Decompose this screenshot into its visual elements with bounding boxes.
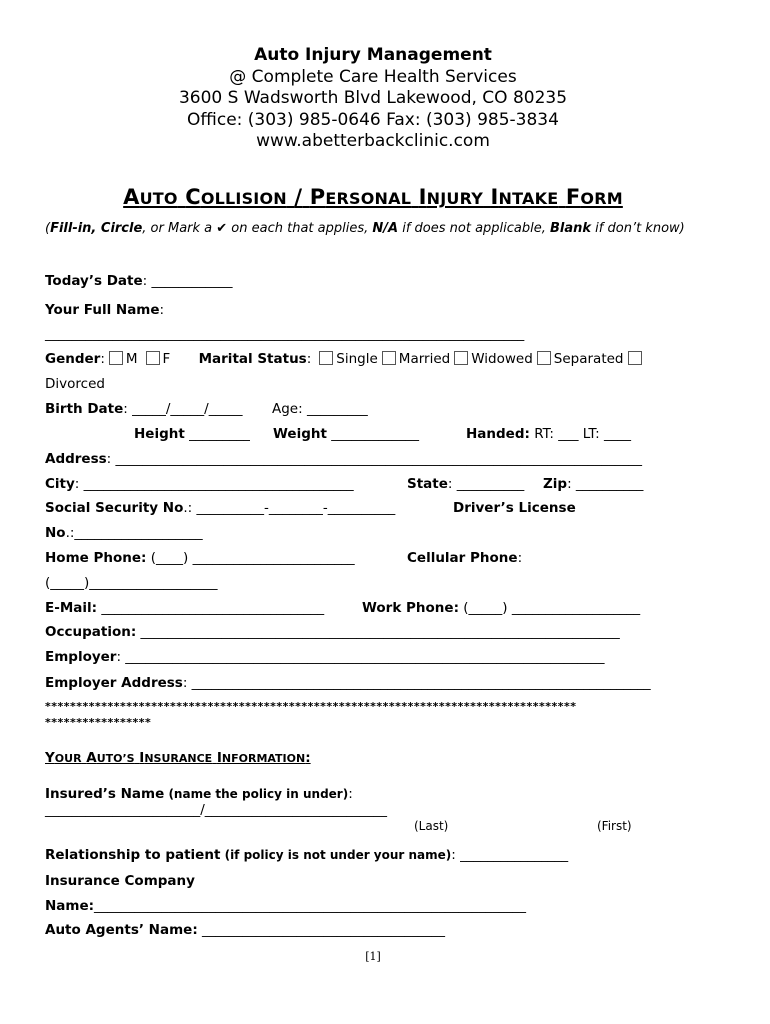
height-label: Height	[134, 426, 185, 442]
address-label: Address	[45, 451, 107, 467]
marital-colon: :	[306, 351, 312, 367]
marital-single-label: Single	[336, 351, 378, 367]
zip-row	[543, 475, 643, 493]
employer-address-row	[45, 674, 651, 692]
instr-blank-text: if don’t know)	[591, 221, 685, 236]
title-cap: A	[123, 185, 140, 209]
todays-date-label: Today’s Date	[45, 273, 143, 289]
gender-marital-row	[45, 350, 645, 368]
zip-field[interactable]: : __________	[567, 476, 644, 492]
todays-date-field[interactable]: : ____________	[142, 273, 233, 289]
marital-divorced-checkbox[interactable]	[628, 351, 642, 365]
drivers-license-field[interactable]: .:___________________	[65, 525, 203, 541]
instr-blank: Blank	[550, 221, 592, 236]
handed-field[interactable]: RT: ___ LT: ____	[529, 426, 632, 442]
clinic-subtitle: @ Complete Care Health Services	[229, 66, 517, 87]
gender-m-checkbox[interactable]	[109, 351, 123, 365]
work-phone-row	[362, 599, 640, 617]
title-rest: NTAKE	[498, 189, 559, 208]
title-cap: I	[490, 185, 499, 209]
title-cap: P	[309, 185, 326, 209]
heading-cap: I	[139, 750, 145, 766]
clinic-header	[0, 45, 746, 153]
title-rest: OLLISION	[200, 189, 287, 208]
gender-m-label: M	[125, 351, 138, 367]
title-cap: I	[418, 185, 427, 209]
employer-field[interactable]: : _______________________________________________________________________	[116, 649, 605, 665]
clinic-phone-fax: Office: (303) 985-0646 Fax: (303) 985-3834	[187, 109, 559, 130]
title-cap: C	[185, 185, 201, 209]
ssn-row	[45, 499, 395, 517]
drivers-license-no-label: No	[45, 525, 66, 541]
height-field[interactable]: _________	[184, 426, 250, 442]
email-row	[45, 599, 324, 617]
heading-rest: NFORMATION	[221, 752, 306, 765]
clinic-name: Auto Injury Management	[254, 45, 492, 65]
relationship-field[interactable]: : ________________	[451, 847, 569, 863]
gender-colon: :	[100, 351, 105, 367]
title-cap: F	[565, 185, 581, 209]
heading-rest: OUR	[54, 752, 82, 765]
insured-name-field[interactable]: _______________________/___________________________	[45, 802, 388, 818]
work-phone-field[interactable]: (_____) ___________________	[458, 600, 641, 616]
handed-label: Handed:	[466, 426, 530, 442]
drivers-license-row	[45, 524, 203, 542]
state-row	[407, 475, 524, 493]
occupation-label: Occupation:	[45, 624, 137, 640]
birth-date-label: Birth Date	[45, 401, 124, 417]
insurance-company-name-label: Name:	[45, 898, 95, 914]
marital-married-checkbox[interactable]	[382, 351, 396, 365]
gender-label: Gender	[45, 351, 101, 367]
email-label: E-Mail:	[45, 600, 98, 616]
heading-cap: A	[86, 750, 97, 766]
form-instructions	[45, 220, 695, 237]
instr-na: N/A	[372, 221, 399, 236]
ssn-field[interactable]: .: __________-________-__________	[183, 500, 396, 516]
insurance-company-field[interactable]: ________________________________________________________________	[94, 898, 527, 914]
marital-married-label: Married	[398, 351, 451, 367]
instr-na-text: if does not applicable,	[398, 221, 550, 236]
address-field[interactable]: : ______________________________________________________________________________	[106, 451, 643, 467]
relationship-label: Relationship to patient	[45, 847, 221, 863]
full-name-colon: :	[159, 302, 165, 318]
age-field[interactable]: Age: _________	[272, 401, 368, 417]
title-separator: /	[294, 185, 303, 209]
marital-single-checkbox[interactable]	[319, 351, 333, 365]
city-field[interactable]: : ________________________________________	[74, 476, 354, 492]
insured-name-note: (name the policy in under)	[164, 787, 349, 801]
insured-name-colon: :	[348, 786, 353, 802]
state-label: State	[407, 476, 448, 492]
email-field[interactable]: _________________________________	[97, 600, 325, 616]
instr-open: (	[45, 221, 51, 236]
marital-widowed-checkbox[interactable]	[454, 351, 468, 365]
first-name-caption: (First)	[597, 819, 632, 833]
page-number: [1]	[365, 950, 381, 963]
weight-row	[273, 425, 419, 443]
relationship-note: (if policy is not under your name)	[220, 848, 452, 862]
heading-cap: I	[216, 750, 222, 766]
gender-f-checkbox[interactable]	[146, 351, 160, 365]
cell-phone-label: Cellular Phone	[407, 550, 518, 566]
title-rest: ERSONAL	[325, 189, 412, 208]
full-name-field[interactable]: _______________________________________________________________________	[45, 326, 525, 342]
insured-name-label: Insured’s Name	[45, 786, 165, 802]
address-row	[45, 450, 642, 468]
form-title	[0, 185, 746, 209]
separator-line: *************************************************************************************	[45, 700, 577, 713]
cell-phone-row	[407, 549, 522, 567]
employer-address-field[interactable]: : ____________________________________________________________________	[182, 675, 651, 691]
heading-cap: Y	[45, 750, 55, 766]
relationship-row	[45, 846, 568, 864]
title-rest: NJURY	[426, 189, 484, 208]
clinic-address: 3600 S Wadsworth Blvd Lakewood, CO 80235	[178, 88, 568, 108]
handed-row	[466, 425, 631, 443]
work-phone-label: Work Phone:	[362, 600, 459, 616]
employer-label: Employer	[45, 649, 117, 665]
marital-separated-checkbox[interactable]	[537, 351, 551, 365]
ssn-label: Social Security No	[45, 500, 184, 516]
home-phone-label: Home Phone:	[45, 550, 147, 566]
weight-label: Weight	[273, 426, 327, 442]
employer-address-label: Employer Address	[45, 675, 183, 691]
city-label: City	[45, 476, 75, 492]
separator-line-cont: *****************	[45, 716, 152, 729]
occupation-row	[45, 623, 620, 641]
weight-field[interactable]: _____________	[326, 426, 419, 442]
instr-fill-circle: Fill-in, Circle	[50, 221, 143, 236]
todays-date-row[interactable]	[45, 272, 232, 290]
state-field[interactable]: : __________	[447, 476, 525, 492]
insurance-company-label: Insurance Company	[45, 873, 195, 889]
insurance-section-heading	[45, 750, 311, 766]
heading-rest: UTO’S	[96, 752, 135, 765]
marital-status-label: Marital Status	[198, 351, 307, 367]
auto-agent-row	[45, 921, 445, 939]
occupation-field[interactable]: _______________________________________________________________________	[136, 624, 620, 640]
birth-date-row	[45, 400, 242, 418]
title-rest: UTO	[139, 189, 178, 208]
auto-agent-field[interactable]: ____________________________________	[197, 922, 446, 938]
last-name-caption: (Last)	[414, 819, 449, 833]
height-row	[134, 425, 250, 443]
clinic-website: www.abetterbackclinic.com	[256, 131, 490, 151]
heading-rest: NSURANCE	[144, 752, 213, 765]
zip-label: Zip	[543, 476, 568, 492]
instr-mark-text: , or Mark a ✔ on each that applies,	[142, 221, 373, 236]
home-phone-field[interactable]: (____) ________________________	[146, 550, 355, 566]
auto-agent-label: Auto Agents’ Name:	[45, 922, 198, 938]
marital-widowed-label: Widowed	[471, 351, 533, 367]
heading-colon: :	[305, 750, 311, 766]
home-phone-row	[45, 549, 355, 567]
cell-phone-colon: :	[517, 550, 523, 566]
full-name-label: Your Full Name	[45, 302, 160, 318]
gender-f-label: F	[162, 351, 171, 367]
city-row	[45, 475, 354, 493]
cell-phone-field[interactable]: (_____)___________________	[45, 575, 218, 591]
insurance-company-row	[45, 897, 526, 915]
full-name-row	[45, 301, 164, 319]
marital-divorced-label: Divorced	[45, 376, 105, 392]
birth-date-field[interactable]: : _____/_____/_____	[123, 401, 243, 417]
title-rest: ORM	[580, 189, 623, 208]
drivers-license-label: Driver’s License	[453, 500, 576, 516]
marital-separated-label: Separated	[553, 351, 624, 367]
employer-row	[45, 648, 605, 666]
